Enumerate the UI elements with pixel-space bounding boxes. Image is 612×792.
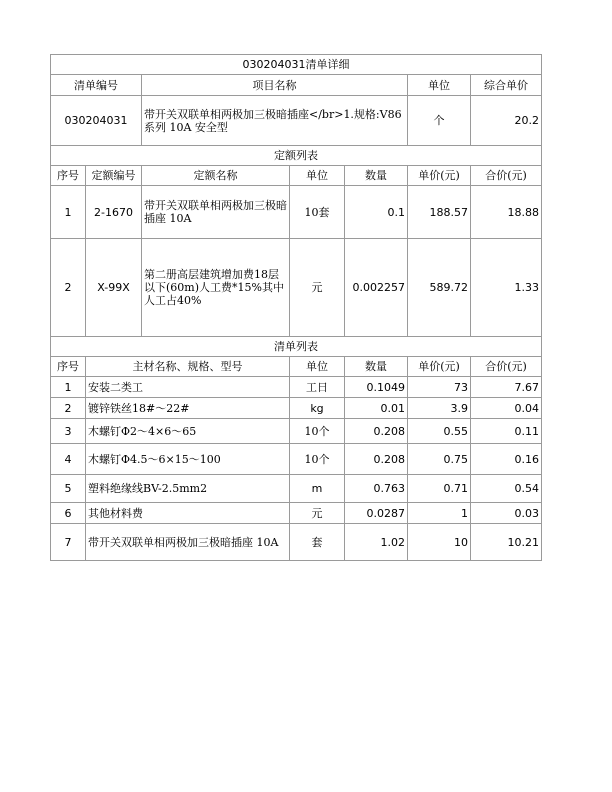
material-qty: 0.763 (345, 475, 408, 503)
material-name: 其他材料费 (86, 503, 290, 524)
material-no: 1 (51, 377, 86, 398)
material-unit: 10个 (290, 444, 345, 475)
material-name: 木螺钉Φ4.5～6×15～100 (86, 444, 290, 475)
material-qty: 0.01 (345, 398, 408, 419)
item-unit: 个 (408, 96, 471, 146)
quota-qty: 0.1 (345, 186, 408, 239)
item-unit-header: 单位 (408, 75, 471, 96)
quota-no: 1 (51, 186, 86, 239)
material-row (51, 503, 542, 524)
quota-section-title: 定额列表 (51, 146, 542, 166)
material-unit: m (290, 475, 345, 503)
material-row (51, 444, 542, 475)
material-no: 4 (51, 444, 86, 475)
quota-section-title-row (51, 146, 542, 166)
quota-price: 188.57 (408, 186, 471, 239)
material-price: 0.71 (408, 475, 471, 503)
material-name: 带开关双联单相两极加三极暗插座 10A (86, 524, 290, 561)
material-unit: kg (290, 398, 345, 419)
quota-code: 2-1670 (86, 186, 142, 239)
material-unit: 套 (290, 524, 345, 561)
material-price: 0.75 (408, 444, 471, 475)
quota-total: 1.33 (471, 239, 542, 337)
material-total: 10.21 (471, 524, 542, 561)
material-name: 塑料绝缘线BV-2.5mm2 (86, 475, 290, 503)
item-price: 20.2 (471, 96, 542, 146)
material-row (51, 475, 542, 503)
quota-header-total: 合价(元) (471, 166, 542, 186)
material-section-title-row (51, 337, 542, 357)
material-no: 6 (51, 503, 86, 524)
quota-header-unit: 单位 (290, 166, 345, 186)
quota-header-qty: 数量 (345, 166, 408, 186)
quota-name: 第二册高层建筑增加费18层以下(60m)人工费*15%其中人工占40% (142, 239, 290, 337)
quota-row (51, 239, 542, 337)
quota-unit: 10套 (290, 186, 345, 239)
material-unit: 10个 (290, 419, 345, 444)
quota-row (51, 186, 542, 239)
quota-header-price: 单价(元) (408, 166, 471, 186)
material-price: 1 (408, 503, 471, 524)
quota-header-row (51, 166, 542, 186)
material-unit: 工日 (290, 377, 345, 398)
material-qty: 0.208 (345, 444, 408, 475)
material-header-row (51, 357, 542, 377)
material-qty: 0.0287 (345, 503, 408, 524)
material-row (51, 377, 542, 398)
page-title: 030204031清单详细 (51, 55, 542, 75)
material-price: 73 (408, 377, 471, 398)
material-price: 3.9 (408, 398, 471, 419)
material-header-total: 合价(元) (471, 357, 542, 377)
material-qty: 0.208 (345, 419, 408, 444)
material-qty: 1.02 (345, 524, 408, 561)
bill-detail-sheet (50, 54, 541, 561)
material-name: 镀锌铁丝18#～22# (86, 398, 290, 419)
material-name: 安装二类工 (86, 377, 290, 398)
material-total: 0.04 (471, 398, 542, 419)
quota-header-code: 定额编号 (86, 166, 142, 186)
item-code: 030204031 (51, 96, 142, 146)
item-code-header: 清单编号 (51, 75, 142, 96)
bill-detail-table (50, 54, 542, 561)
quota-name: 带开关双联单相两极加三极暗插座 10A (142, 186, 290, 239)
material-total: 0.11 (471, 419, 542, 444)
material-header-price: 单价(元) (408, 357, 471, 377)
material-header-no: 序号 (51, 357, 86, 377)
material-no: 2 (51, 398, 86, 419)
item-row (51, 96, 542, 146)
material-no: 7 (51, 524, 86, 561)
material-total: 7.67 (471, 377, 542, 398)
material-header-name: 主材名称、规格、型号 (86, 357, 290, 377)
material-section-title: 清单列表 (51, 337, 542, 357)
quota-header-name: 定额名称 (142, 166, 290, 186)
quota-header-no: 序号 (51, 166, 86, 186)
material-total: 0.16 (471, 444, 542, 475)
material-price: 10 (408, 524, 471, 561)
item-price-header: 综合单价 (471, 75, 542, 96)
quota-total: 18.88 (471, 186, 542, 239)
item-name-header: 项目名称 (142, 75, 408, 96)
material-name: 木螺钉Φ2～4×6～65 (86, 419, 290, 444)
quota-code: X-99X (86, 239, 142, 337)
quota-price: 589.72 (408, 239, 471, 337)
material-total: 0.54 (471, 475, 542, 503)
material-total: 0.03 (471, 503, 542, 524)
item-name: 带开关双联单相两极加三极暗插座</br>1.规格:V86系列 10A 安全型 (142, 96, 408, 146)
material-row (51, 419, 542, 444)
material-row (51, 524, 542, 561)
material-row (51, 398, 542, 419)
material-header-unit: 单位 (290, 357, 345, 377)
quota-unit: 元 (290, 239, 345, 337)
item-header-row (51, 75, 542, 96)
material-qty: 0.1049 (345, 377, 408, 398)
material-no: 3 (51, 419, 86, 444)
material-price: 0.55 (408, 419, 471, 444)
quota-no: 2 (51, 239, 86, 337)
quota-qty: 0.002257 (345, 239, 408, 337)
material-unit: 元 (290, 503, 345, 524)
title-row (51, 55, 542, 75)
material-no: 5 (51, 475, 86, 503)
material-header-qty: 数量 (345, 357, 408, 377)
